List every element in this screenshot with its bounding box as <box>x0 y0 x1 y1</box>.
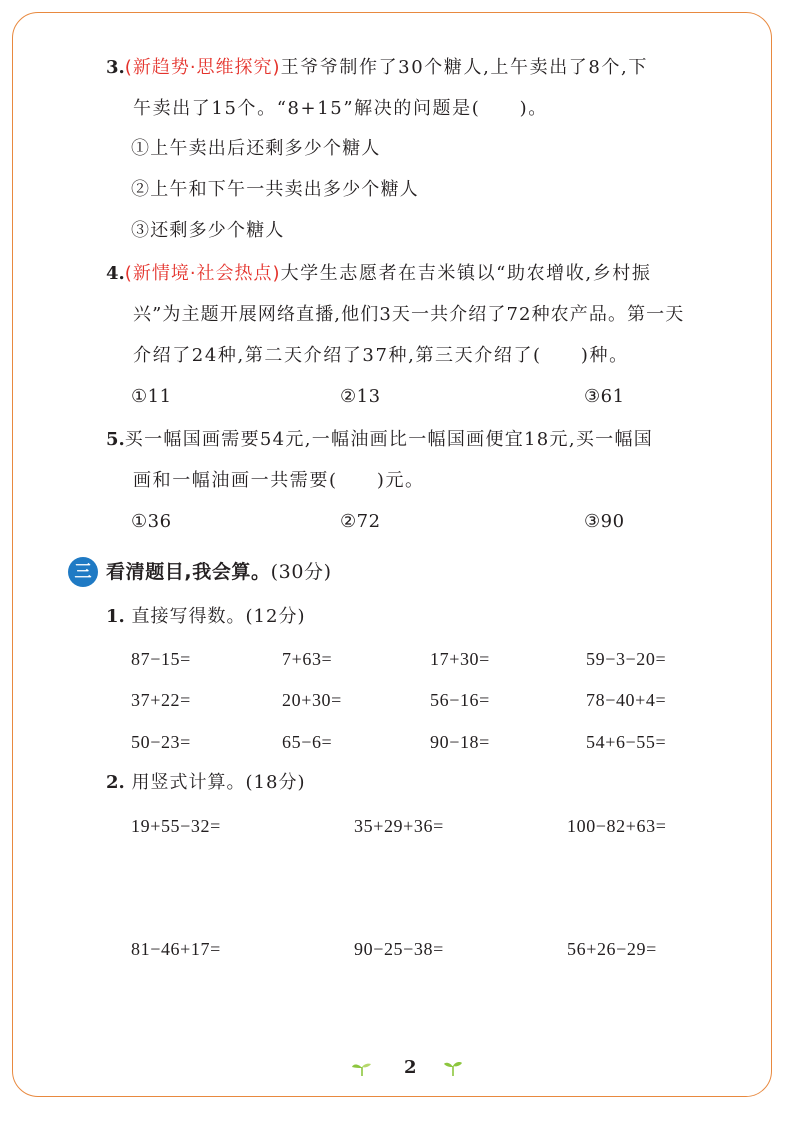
q5-text-1: 买一幅国画需要54元,一幅油画比一幅国画便宜18元,买一幅国 <box>124 429 654 450</box>
section-title-text: 看清题目,我会算。 <box>106 561 271 583</box>
q3-tag: (新趋势·思维探究) <box>124 57 281 78</box>
calc-item: 50−23= <box>131 732 191 752</box>
calc-item: 56−16= <box>430 690 490 710</box>
q4-line2: 兴”为主题开展网络直播,他们3天一共介绍了72种农产品。第一天 <box>133 304 685 325</box>
q4-text-1: 大学生志愿者在吉米镇以“助农增收,乡村振 <box>280 263 652 284</box>
q5-option-3: ③90 <box>584 511 625 532</box>
vertical-calc-item: 56+26−29= <box>567 939 657 959</box>
vertical-calc-item: 90−25−38= <box>354 939 444 959</box>
q5-number: 5. <box>106 429 125 450</box>
part1-number: 1. <box>106 606 125 627</box>
part2-number: 2. <box>106 772 125 793</box>
q5-option-1: ①36 <box>131 511 172 532</box>
q3-number: 3. <box>106 57 125 78</box>
calc-item: 54+6−55= <box>586 732 667 752</box>
page-number: 2 <box>404 1057 417 1078</box>
calc-item: 20+30= <box>282 690 342 710</box>
sprout-right-icon <box>442 1059 464 1077</box>
section-points: (30分) <box>270 561 332 583</box>
calc-item: 17+30= <box>430 649 490 669</box>
q5-line2: 画和一幅油画一共需要( )元。 <box>133 470 425 491</box>
q4-number: 4. <box>106 263 125 284</box>
calc-item: 78−40+4= <box>586 690 667 710</box>
vertical-calc-item: 100−82+63= <box>567 816 667 836</box>
q4-line1 <box>106 262 652 286</box>
q3-text-1: 王爷爷制作了30个糖人,上午卖出了8个,下 <box>280 57 648 78</box>
q4-option-1: ①11 <box>131 386 172 407</box>
vertical-calc-item: 81−46+17= <box>131 939 221 959</box>
calc-item: 90−18= <box>430 732 490 752</box>
q4-tag: (新情境·社会热点) <box>124 263 281 284</box>
q3-option-1: ①上午卖出后还剩多少个糖人 <box>131 138 381 159</box>
q3-option-3: ③还剩多少个糖人 <box>131 220 285 241</box>
q4-option-2: ②13 <box>340 386 381 407</box>
section-badge: 三 <box>68 557 98 587</box>
page-footer <box>0 1055 790 1081</box>
calc-item: 87−15= <box>131 649 191 669</box>
vertical-calc-item: 35+29+36= <box>354 816 444 836</box>
q5-line1 <box>106 428 653 452</box>
q4-line3: 介绍了24种,第二天介绍了37种,第三天介绍了( )种。 <box>133 345 629 366</box>
calc-item: 59−3−20= <box>586 649 667 669</box>
page-frame <box>12 12 772 1097</box>
section-title <box>106 560 332 584</box>
q5-option-2: ②72 <box>340 511 381 532</box>
q4-option-3: ③61 <box>584 386 625 407</box>
part1-title: 直接写得数。(12分) <box>131 606 306 627</box>
part2-title: 用竖式计算。(18分) <box>131 772 306 793</box>
calc-item: 65−6= <box>282 732 333 752</box>
part2-title-line <box>106 771 305 795</box>
calc-item: 7+63= <box>282 649 333 669</box>
vertical-calc-item: 19+55−32= <box>131 816 221 836</box>
part1-title-line <box>106 605 305 629</box>
q3-option-2: ②上午和下午一共卖出多少个糖人 <box>131 179 419 200</box>
calc-item: 37+22= <box>131 690 191 710</box>
q3-line1 <box>106 56 648 80</box>
sprout-left-icon <box>350 1059 372 1077</box>
q3-line2: 午卖出了15个。“8+15”解决的问题是( )。 <box>133 98 548 119</box>
